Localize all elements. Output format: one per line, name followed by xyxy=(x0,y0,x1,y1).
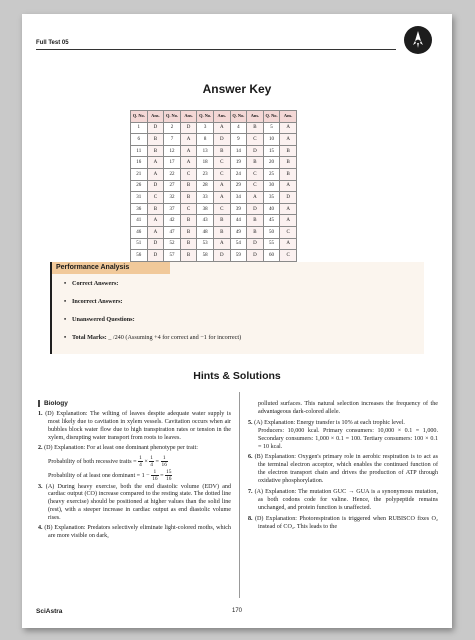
answer-cell: B xyxy=(180,226,197,238)
question-number-cell: 49 xyxy=(230,226,247,238)
answer-cell: B xyxy=(147,203,164,215)
solution-4-continued: polluted surfaces. This natural selection increases the frequency of the advantageous dark-colored allele. xyxy=(258,401,438,415)
solution-3: 3. (A) During heavy exercise, both the end diastolic volume (EDV) and cardiac output (CO) increase compared to the resting state. The dotted line (heavy exercise) should be positioned at higher values than the solid line (rest), with a steeper increase in cardiac output as end diastolic volume rises. xyxy=(38,483,232,522)
question-number-cell: 54 xyxy=(230,238,247,250)
test-label: Full Test 05 xyxy=(36,40,69,46)
incorrect-answers-item: • Incorrect Answers: xyxy=(64,298,123,305)
question-number-cell: 47 xyxy=(164,226,181,238)
answer-cell: B xyxy=(247,215,264,227)
answer-cell: D xyxy=(213,250,230,262)
table-row xyxy=(131,168,297,180)
solution-2-line-2: Probability of at least one dominant = 1 − $\frac{1}{16}$ = $\frac{15}{16}$ xyxy=(48,468,172,482)
question-number-cell: 51 xyxy=(131,238,148,250)
answer-cell: C xyxy=(280,250,297,262)
column-header-ans: Ans. xyxy=(180,111,197,123)
table-row xyxy=(131,250,297,262)
question-number-cell: 10 xyxy=(263,134,280,146)
answer-cell: A xyxy=(280,203,297,215)
answer-cell: B xyxy=(180,250,197,262)
answer-cell: D xyxy=(280,192,297,204)
solution-1: 1. (D) Explanation: The wilting of leaves despite adequate water supply is most likely due to cavitation in xylem vessels. Cavitation occurs when air bubbles block water flow due to high transpiration rates or tension in the xylem, disrupting water transport from roots to leaves. xyxy=(38,411,231,441)
answer-cell: D xyxy=(213,134,230,146)
answer-cell: D xyxy=(147,250,164,262)
solution-2: 2. (D) Explanation: For at least one dominant phenotype per trait: xyxy=(38,444,198,451)
question-number-cell: 43 xyxy=(197,215,214,227)
question-number-cell: 7 xyxy=(164,134,181,146)
column-divider xyxy=(239,392,240,598)
answer-cell: A xyxy=(213,180,230,192)
solution-6: 6. (B) Explanation: Oxygen's primary role in aerobic respiration is to act as the terminal electron acceptor, which enables the continued function of the electron transport chain and drives the production of ATP through oxidative phosphorylation. xyxy=(248,454,438,485)
question-number-cell: 1 xyxy=(131,122,148,134)
question-number-cell: 46 xyxy=(131,226,148,238)
question-number-cell: 12 xyxy=(164,145,181,157)
question-number-cell: 24 xyxy=(230,168,247,180)
performance-analysis-box xyxy=(50,262,424,354)
table-row xyxy=(131,134,297,146)
question-number-cell: 4 xyxy=(230,122,247,134)
question-number-cell: 21 xyxy=(131,168,148,180)
question-number-cell: 59 xyxy=(230,250,247,262)
solutions-left-column xyxy=(38,411,231,541)
question-number-cell: 14 xyxy=(230,145,247,157)
question-number-cell: 25 xyxy=(263,168,280,180)
column-header-ans: Ans. xyxy=(247,111,264,123)
correct-answers-item: • Correct Answers: xyxy=(64,280,119,287)
question-number-cell: 3 xyxy=(197,122,214,134)
question-number-cell: 37 xyxy=(164,203,181,215)
answer-cell: B xyxy=(247,157,264,169)
column-header-qno: Q. No. xyxy=(230,111,247,123)
column-header-qno: Q. No. xyxy=(164,111,181,123)
question-number-cell: 29 xyxy=(230,180,247,192)
answer-cell: C xyxy=(247,180,264,192)
footer-brand: SciAstra xyxy=(36,608,63,615)
answer-key-header-row xyxy=(131,111,297,123)
question-number-cell: 17 xyxy=(164,157,181,169)
question-number-cell: 44 xyxy=(230,215,247,227)
answer-cell: D xyxy=(180,122,197,134)
answer-cell: D xyxy=(247,145,264,157)
answer-cell: D xyxy=(147,180,164,192)
question-number-cell: 57 xyxy=(164,250,181,262)
column-header-qno: Q. No. xyxy=(131,111,148,123)
answer-cell: C xyxy=(180,168,197,180)
question-number-cell: 2 xyxy=(164,122,181,134)
solution-5-detail: Producers: 10,000 kcal. Primary consumers: 10,000 × 0.1 = 1,000. Secondary consumers: 1,000 × 0.1 = 100. Tertiary consumers: 100 × 0.1 = 10 kcal. xyxy=(258,427,438,450)
answer-cell: D xyxy=(147,122,164,134)
question-number-cell: 36 xyxy=(131,203,148,215)
answer-key-title: Answer Key xyxy=(202,82,272,96)
question-number-cell: 15 xyxy=(263,145,280,157)
question-number-cell: 20 xyxy=(263,157,280,169)
solution-8: 8. (D) Explanation: Photorespiration is triggered when RUBISCO fixes O₂ instead of CO₂. This leads to the xyxy=(248,515,438,530)
question-number-cell: 9 xyxy=(230,134,247,146)
column-header-ans: Ans. xyxy=(213,111,230,123)
question-number-cell: 34 xyxy=(230,192,247,204)
answer-cell: C xyxy=(213,157,230,169)
question-number-cell: 30 xyxy=(263,180,280,192)
column-header-ans: Ans. xyxy=(280,111,297,123)
table-row xyxy=(131,192,297,204)
question-number-cell: 39 xyxy=(230,203,247,215)
answer-cell: A xyxy=(280,215,297,227)
answer-cell: B xyxy=(147,145,164,157)
answer-cell: B xyxy=(247,122,264,134)
answer-cell: A xyxy=(280,238,297,250)
solution-4: 4. (B) Explanation: Predators selectively eliminate light-colored moths, which are more visible on dark, xyxy=(38,525,231,539)
answer-cell: A xyxy=(213,238,230,250)
answer-cell: A xyxy=(180,134,197,146)
column-header-qno: Q. No. xyxy=(197,111,214,123)
question-number-cell: 58 xyxy=(197,250,214,262)
answer-cell: B xyxy=(247,226,264,238)
answer-cell: A xyxy=(280,122,297,134)
table-row xyxy=(131,180,297,192)
question-number-cell: 33 xyxy=(197,192,214,204)
page-number: 170 xyxy=(231,608,242,614)
answer-cell: B xyxy=(180,215,197,227)
question-number-cell: 56 xyxy=(131,250,148,262)
solution-2-line-1: Probability of both recessive traits = $\frac{1}{4}$ × $\frac{1}{4}$ = $\frac{1}{16}$ xyxy=(48,454,167,468)
answer-cell: C xyxy=(180,203,197,215)
column-header-qno: Q. No. xyxy=(263,111,280,123)
performance-analysis-title: Performance Analysis xyxy=(52,262,170,274)
answer-cell: A xyxy=(180,145,197,157)
question-number-cell: 35 xyxy=(263,192,280,204)
question-number-cell: 18 xyxy=(197,157,214,169)
question-number-cell: 45 xyxy=(263,215,280,227)
answer-cell: B xyxy=(213,226,230,238)
question-number-cell: 5 xyxy=(263,122,280,134)
question-number-cell: 48 xyxy=(197,226,214,238)
question-number-cell: 6 xyxy=(131,134,148,146)
answer-cell: C xyxy=(247,168,264,180)
table-row xyxy=(131,226,297,238)
answer-cell: B xyxy=(280,145,297,157)
question-number-cell: 32 xyxy=(164,192,181,204)
table-row xyxy=(131,238,297,250)
answer-cell: A xyxy=(147,168,164,180)
question-number-cell: 38 xyxy=(197,203,214,215)
answer-cell: A xyxy=(280,134,297,146)
answer-cell: B xyxy=(280,157,297,169)
column-header-ans: Ans. xyxy=(147,111,164,123)
answer-cell: B xyxy=(147,134,164,146)
question-number-cell: 26 xyxy=(131,180,148,192)
table-row xyxy=(131,157,297,169)
question-number-cell: 42 xyxy=(164,215,181,227)
hints-solutions-title: Hints & Solutions xyxy=(193,370,281,382)
answer-cell: A xyxy=(213,122,230,134)
question-number-cell: 50 xyxy=(263,226,280,238)
answer-cell: A xyxy=(213,192,230,204)
answer-cell: D xyxy=(247,203,264,215)
answer-cell: B xyxy=(180,180,197,192)
document-page xyxy=(22,14,452,628)
answer-cell: C xyxy=(247,134,264,146)
answer-cell: B xyxy=(180,238,197,250)
answer-key-table xyxy=(130,110,297,262)
answer-cell: A xyxy=(147,215,164,227)
answer-cell: A xyxy=(247,192,264,204)
table-row xyxy=(131,203,297,215)
answer-cell: D xyxy=(147,238,164,250)
table-row xyxy=(131,122,297,134)
answer-cell: D xyxy=(247,250,264,262)
solutions-right-column xyxy=(248,401,438,532)
question-number-cell: 11 xyxy=(131,145,148,157)
answer-cell: A xyxy=(147,157,164,169)
answer-cell: C xyxy=(213,203,230,215)
answer-cell: C xyxy=(213,168,230,180)
question-number-cell: 41 xyxy=(131,215,148,227)
question-number-cell: 31 xyxy=(131,192,148,204)
table-row xyxy=(131,215,297,227)
question-number-cell: 40 xyxy=(263,203,280,215)
unanswered-questions-item: • Unanswered Questions: xyxy=(64,316,135,323)
question-number-cell: 27 xyxy=(164,180,181,192)
question-number-cell: 22 xyxy=(164,168,181,180)
header-rule xyxy=(36,49,396,50)
question-number-cell: 19 xyxy=(230,157,247,169)
question-number-cell: 16 xyxy=(131,157,148,169)
question-number-cell: 60 xyxy=(263,250,280,262)
question-number-cell: 13 xyxy=(197,145,214,157)
question-number-cell: 28 xyxy=(197,180,214,192)
question-number-cell: 53 xyxy=(197,238,214,250)
solution-7: 7. (A) Explanation: The mutation GUC → GUA is a synonymous mutation, as both codons code for valine. Hence, the polypeptide remains unchanged, and protein function is unaffected. xyxy=(248,489,439,511)
answer-cell: B xyxy=(180,192,197,204)
answer-cell: C xyxy=(280,226,297,238)
section-biology-label: Biology xyxy=(38,400,68,407)
solution-5: 5. (A) Explanation: Energy transfer is 10% at each trophic level. xyxy=(248,419,405,426)
question-number-cell: 55 xyxy=(263,238,280,250)
answer-cell: B xyxy=(213,215,230,227)
answer-cell: B xyxy=(213,145,230,157)
answer-cell: B xyxy=(280,168,297,180)
total-marks-item: • Total Marks: _ /240 (Assuming +4 for correct and −1 for incorrect) xyxy=(64,334,242,341)
question-number-cell: 23 xyxy=(197,168,214,180)
question-number-cell: 8 xyxy=(197,134,214,146)
answer-cell: C xyxy=(147,192,164,204)
question-number-cell: 52 xyxy=(164,238,181,250)
answer-cell: A xyxy=(180,157,197,169)
rocket-logo-icon xyxy=(404,26,432,54)
answer-cell: A xyxy=(147,226,164,238)
answer-cell: A xyxy=(280,180,297,192)
table-row xyxy=(131,145,297,157)
answer-cell: D xyxy=(247,238,264,250)
